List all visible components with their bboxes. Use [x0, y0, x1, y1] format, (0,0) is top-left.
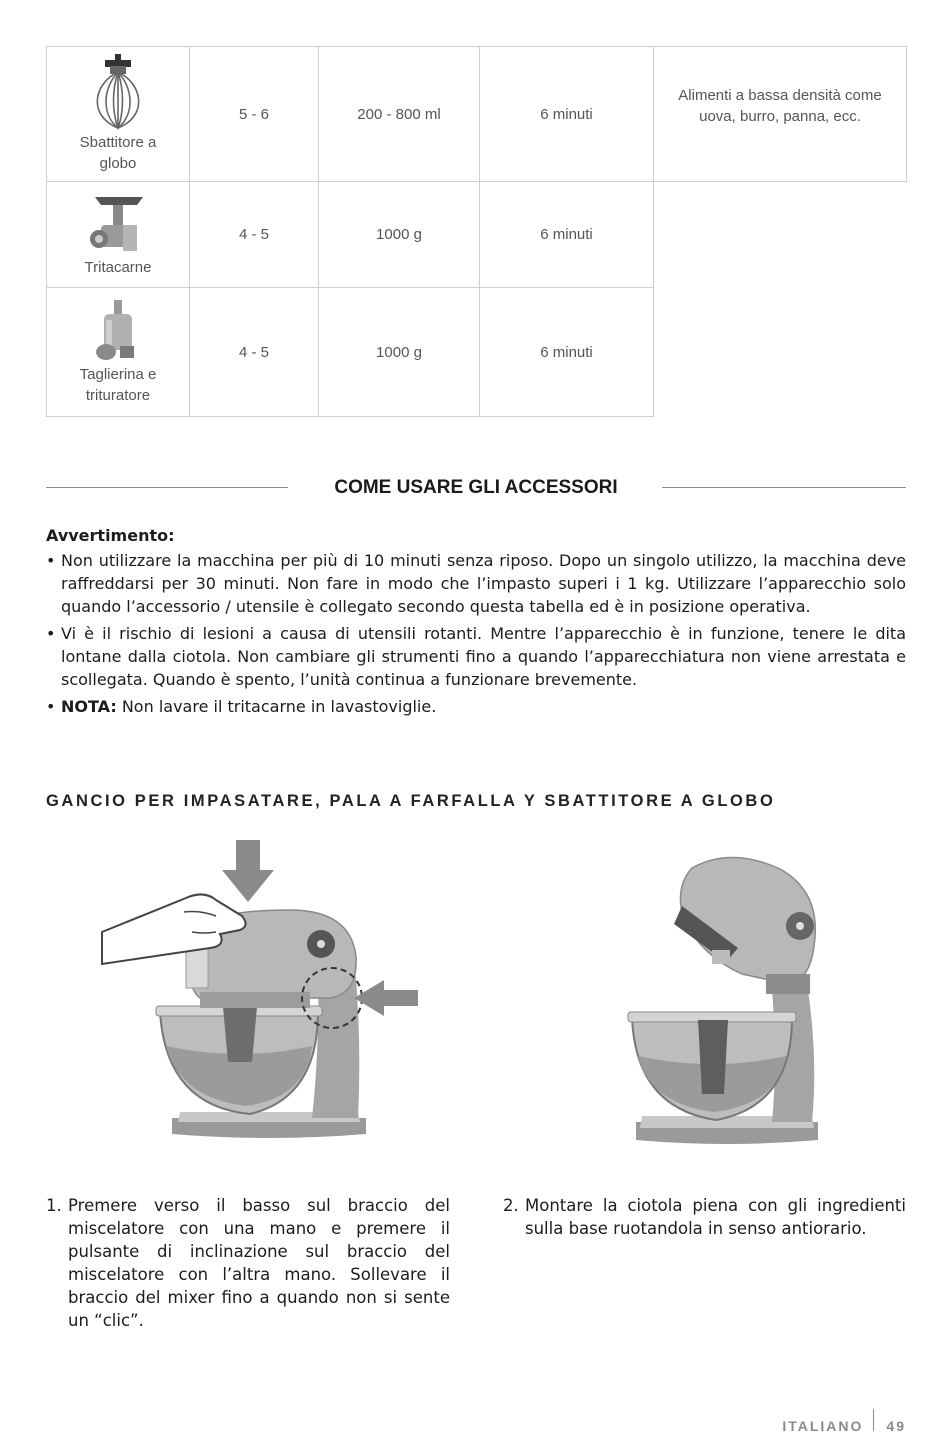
- step-text: Montare la ciotola piena con gli ingredienti sulla base ruotandola in senso antiorario.: [525, 1196, 906, 1238]
- divider: [662, 487, 906, 488]
- tool-name: Sbattitore a globo: [79, 134, 157, 172]
- mixer-bowl-illustration: [622, 850, 832, 1150]
- step-number: 2.: [503, 1196, 519, 1215]
- speed-cell: 4 - 5: [190, 182, 319, 288]
- speed-cell: 5 - 6: [190, 47, 319, 182]
- section-title: COME USARE GLI ACCESSORI: [334, 477, 618, 498]
- tool-name: Tritacarne: [84, 259, 152, 276]
- meat-grinder-icon: [87, 191, 149, 257]
- table-row: [47, 47, 907, 182]
- section-heading: [46, 474, 906, 502]
- mixer-tilt-illustration: [100, 836, 440, 1146]
- table-row: [47, 182, 907, 288]
- tool-cell: [47, 182, 190, 288]
- warning-heading: Avvertimento:: [46, 526, 175, 545]
- footer-divider: [873, 1409, 874, 1431]
- quantity-cell: 1000 g: [319, 182, 480, 288]
- empty-cell: [654, 182, 907, 288]
- slicer-shredder-icon: [90, 298, 146, 364]
- step-2: [503, 1194, 906, 1240]
- subsection-title: GANCIO PER IMPASATARE, PALA A FARFALLA Y SBATTITORE A GLOBO: [46, 792, 776, 810]
- whisk-icon: [83, 54, 153, 132]
- tool-cell: [47, 47, 190, 182]
- quantity-cell: 200 - 800 ml: [319, 47, 480, 182]
- warning-bullet: • Non utilizzare la macchina per più di 10 minuti senza riposo. Dopo un singolo utilizzo, la macchina deve raffreddarsi per 30 minuti. Non fare in modo che l’impasto superi i 1 kg. Utilizzare l’apparecchio solo quando l’accessorio / utensile è collegato secondo questa tabella ed è in posizione operativa.: [46, 549, 906, 618]
- quantity-cell: 1000 g: [319, 288, 480, 417]
- notes-cell: Alimenti a bassa densità come uova, burro, panna, ecc.: [654, 47, 907, 182]
- time-cell: 6 minuti: [480, 47, 654, 182]
- step-1: [46, 1194, 450, 1332]
- speed-cell: 4 - 5: [190, 288, 319, 417]
- page-number: 49: [886, 1418, 906, 1434]
- table-row: [47, 288, 907, 417]
- time-cell: 6 minuti: [480, 288, 654, 417]
- step-text: Premere verso il basso sul braccio del miscelatore con una mano e premere il pulsante di inclinazione sul braccio del miscelatore con l’altra mano. Sollevare il braccio del mixer fino a quando non si sente un “clic”.: [68, 1196, 450, 1330]
- note-label: NOTA:: [61, 697, 117, 716]
- tool-cell: [47, 288, 190, 417]
- note-bullet: [46, 695, 906, 718]
- empty-cell: [654, 288, 907, 417]
- step-number: 1.: [46, 1196, 62, 1215]
- note-text: Non lavare il tritacarne in lavastoviglie.: [116, 697, 437, 716]
- warning-block: [46, 524, 906, 722]
- tool-name: Taglierina e trituratore: [79, 366, 157, 404]
- accessory-table: [46, 46, 907, 417]
- time-cell: 6 minuti: [480, 182, 654, 288]
- footer-language: ITALIANO: [782, 1418, 864, 1434]
- page-footer: [782, 1413, 906, 1439]
- warning-bullet: • Vi è il rischio di lesioni a causa di utensili rotanti. Mentre l’apparecchio è in funzione, tenere le dita lontane dalla ciotola. Non cambiare gli strumenti fino a quando l’apparecchiatura non viene arrestata e scollegata. Quando è spento, l’unità continua a funzionare brevemente.: [46, 622, 906, 691]
